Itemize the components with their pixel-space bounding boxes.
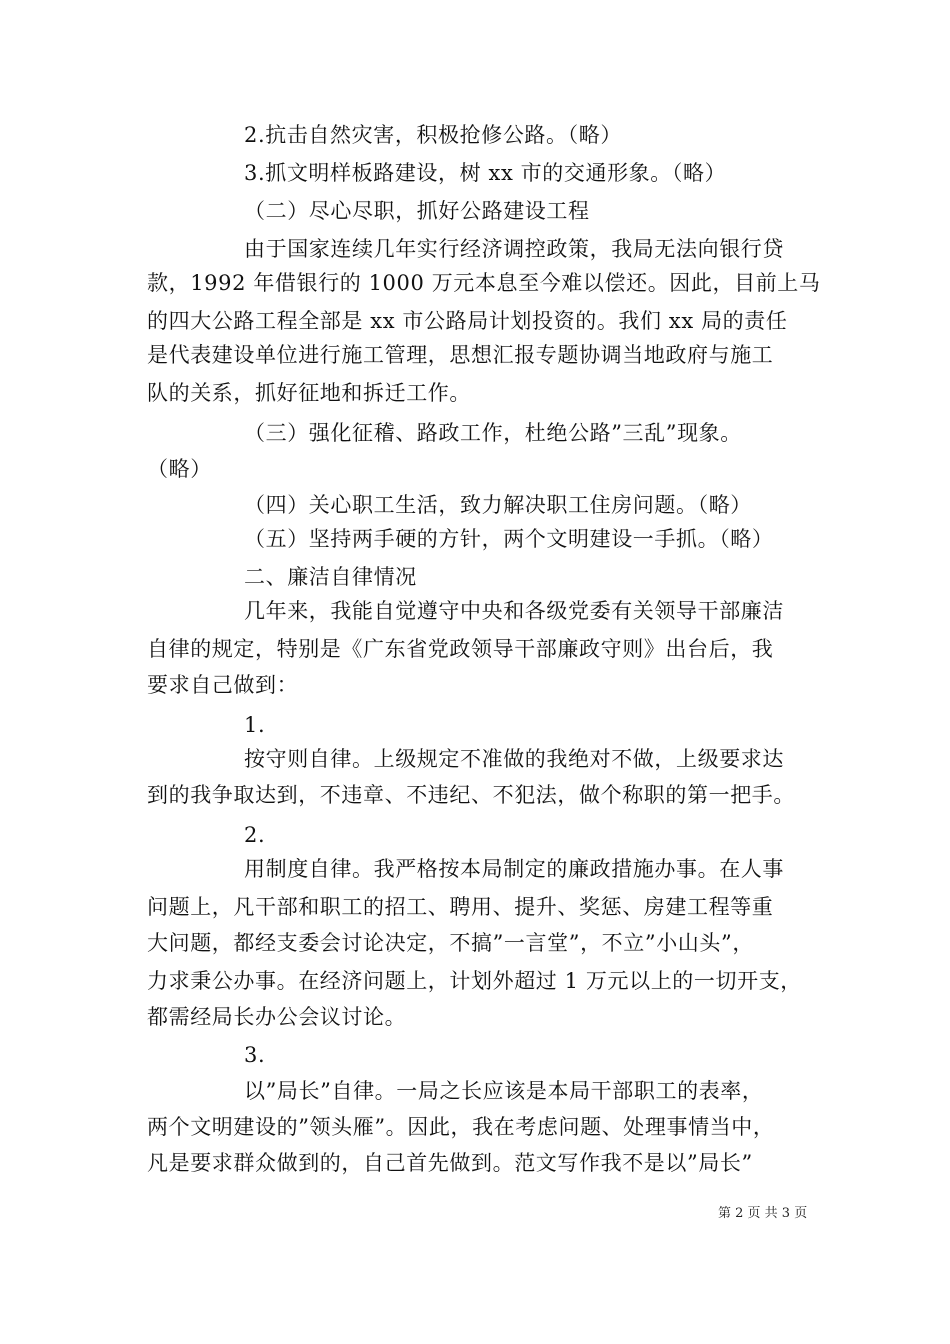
text-line: 由于国家连续几年实行经济调控政策，我局无法向银行贷 bbox=[244, 237, 784, 261]
section-heading: 二、廉洁自律情况 bbox=[244, 565, 417, 589]
text-line: 几年来，我能自觉遵守中央和各级党委有关领导干部廉洁 bbox=[244, 599, 784, 623]
text-line: 以”局长”自律。一局之长应该是本局干部职工的表率， bbox=[244, 1079, 764, 1103]
text-line: 队的关系，抓好征地和拆迁工作。 bbox=[147, 381, 471, 405]
text-line: 用制度自律。我严格按本局制定的廉政措施办事。在人事 bbox=[244, 857, 784, 881]
text-line: 2.抗击自然灾害，积极抢修公路。（略） bbox=[244, 123, 622, 147]
text-line: 大问题，都经支委会讨论决定，不搞”一言堂”，不立”小山头”， bbox=[147, 931, 754, 955]
list-number: 3. bbox=[244, 1043, 266, 1067]
page-number: 第 2 页 共 3 页 bbox=[718, 1206, 808, 1221]
text-line: （略） bbox=[147, 457, 212, 481]
section-heading: （三）强化征稽、路政工作，杜绝公路”三乱”现象。 bbox=[244, 421, 742, 445]
text-line: 是代表建设单位进行施工管理，思想汇报专题协调当地政府与施工 bbox=[147, 343, 774, 367]
section-heading: （二）尽心尽职，抓好公路建设工程 bbox=[244, 199, 590, 223]
text-line: 按守则自律。上级规定不准做的我绝对不做，上级要求达 bbox=[244, 747, 784, 771]
text-line: 问题上，凡干部和职工的招工、聘用、提升、奖惩、房建工程等重 bbox=[147, 895, 774, 919]
list-number: 1. bbox=[244, 713, 266, 737]
text-line: 到的我争取达到，不违章、不违纪、不犯法，做个称职的第一把手。 bbox=[147, 783, 795, 807]
text-line: 要求自己做到： bbox=[147, 673, 299, 697]
section-heading: （五）坚持两手硬的方针，两个文明建设一手抓。（略） bbox=[244, 527, 774, 551]
text-line: 3.抓文明样板路建设，树 xx 市的交通形象。（略） bbox=[244, 161, 727, 185]
text-line: 自律的规定，特别是《广东省党政领导干部廉政守则》出台后，我 bbox=[147, 637, 774, 661]
text-line: 两个文明建设的”领头雁”。因此，我在考虑问题、处理事情当中， bbox=[147, 1115, 775, 1139]
text-line: 力求秉公办事。在经济问题上，计划外超过 1 万元以上的一切开支， bbox=[147, 969, 802, 993]
text-line: 款，1992 年借银行的 1000 万元本息至今难以偿还。因此，目前上马 bbox=[147, 271, 821, 295]
text-line: 凡是要求群众做到的，自己首先做到。范文写作我不是以”局长” bbox=[147, 1151, 753, 1175]
text-line: 都需经局长办公会议讨论。 bbox=[147, 1005, 407, 1029]
list-number: 2. bbox=[244, 823, 266, 847]
section-heading: （四）关心职工生活，致力解决职工住房问题。（略） bbox=[244, 493, 752, 517]
text-line: 的四大公路工程全部是 xx 市公路局计划投资的。我们 xx 局的责任 bbox=[147, 309, 788, 333]
